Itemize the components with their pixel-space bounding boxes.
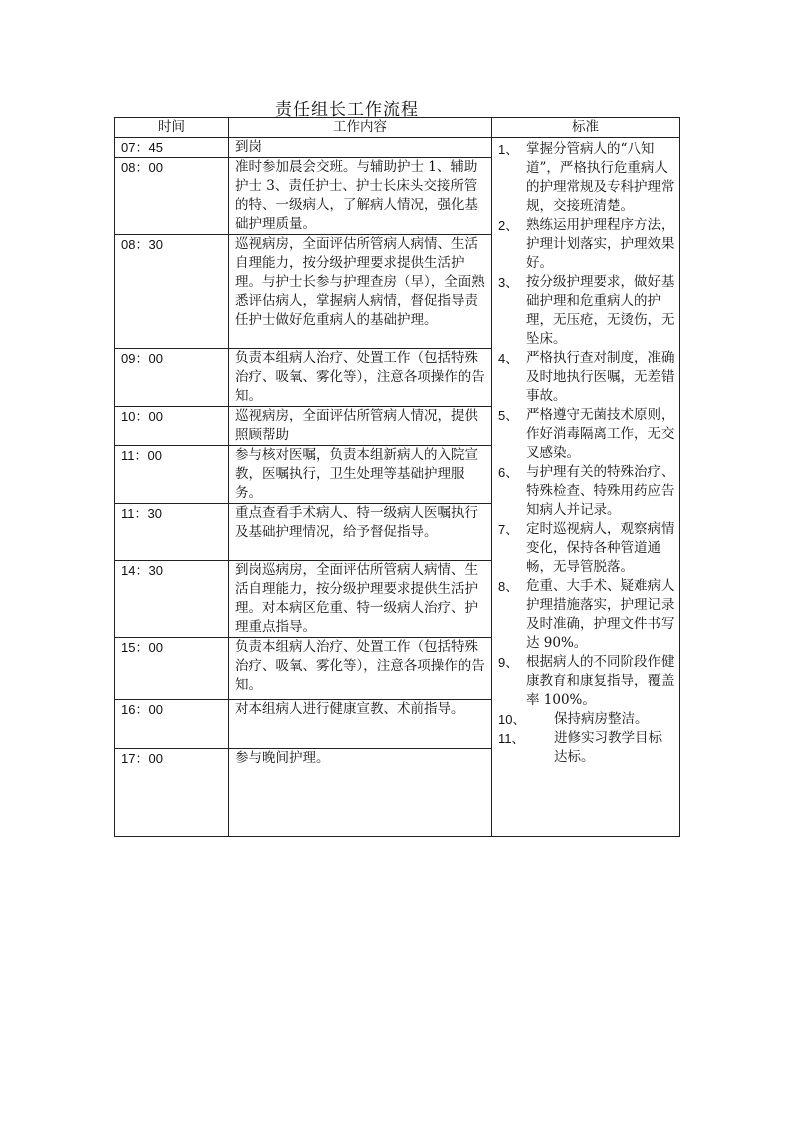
time-cell: 07：45 <box>115 138 229 158</box>
workflow-table <box>114 117 680 837</box>
header-row <box>115 118 680 138</box>
work-cell: 重点查看手术病人、特一级病人医嘱执行及基础护理情况，给予督促指导。 <box>229 504 492 561</box>
standard-number: 10、 <box>498 712 526 727</box>
time-cell: 09：00 <box>115 349 229 407</box>
standard-number: 4、 <box>498 351 519 366</box>
standard-item <box>498 710 675 729</box>
standard-text: 根据病人的不同阶段作健康教育和康复指导，覆盖率 100%。 <box>526 654 675 708</box>
header-work: 工作内容 <box>229 118 492 138</box>
standard-text: 掌握分管病人的“八知道”，严格执行危重病人的护理常规及专科护理常规，交接班清楚。 <box>526 141 675 214</box>
work-cell: 负责本组病人治疗、处置工作（包括特殊治疗、吸氧、雾化等），注意各项操作的告知。 <box>229 349 492 407</box>
work-cell: 负责本组病人治疗、处置工作（包括特殊治疗、吸氧、雾化等），注意各项操作的告知。 <box>229 638 492 700</box>
work-cell: 到岗 <box>229 138 492 158</box>
standard-cell <box>492 138 680 837</box>
standard-number: 1、 <box>498 142 519 157</box>
standard-number: 3、 <box>498 275 519 290</box>
standard-item <box>498 729 675 767</box>
standard-item <box>498 520 675 577</box>
time-cell: 16：00 <box>115 700 229 749</box>
standard-number: 8、 <box>498 579 519 594</box>
time-cell: 14：30 <box>115 561 229 638</box>
standard-number: 2、 <box>498 218 519 233</box>
time-cell: 11：00 <box>115 446 229 504</box>
standard-number: 6、 <box>498 465 519 480</box>
time-cell: 15：00 <box>115 638 229 700</box>
standard-text: 危重、大手术、疑难病人护理措施落实，护理记录及时准确，护理文件书写达 90%。 <box>526 578 675 651</box>
standard-item <box>498 349 675 406</box>
standard-item <box>498 273 675 349</box>
standard-text: 熟练运用护理程序方法，护理计划落实，护理效果好。 <box>526 217 675 271</box>
standard-item <box>498 140 675 216</box>
time-cell: 08：30 <box>115 235 229 349</box>
standard-item <box>498 216 675 273</box>
work-cell: 参与核对医嘱，负责本组新病人的入院宣教，医嘱执行，卫生处理等基础护理服务。 <box>229 446 492 504</box>
work-cell: 准时参加晨会交班。与辅助护士 1、辅助护士 3、责任护士、护士长床头交接所管的特、一级病人，了解病人情况，强化基础护理质量。 <box>229 158 492 235</box>
standard-text: 定时巡视病人，观察病情变化，保持各种管道通畅，无导管脱落。 <box>526 521 675 575</box>
standard-text: 按分级护理要求，做好基础护理和危重病人的护理，无压疮，无烫伤，无坠床。 <box>526 274 675 347</box>
work-cell: 到岗巡病房，全面评估所管病人病情、生活自理能力，按分级护理要求提供生活护理。对本病区危重、特一级病人治疗、护理重点指导。 <box>229 561 492 638</box>
work-cell: 参与晚间护理。 <box>229 749 492 837</box>
work-cell: 巡视病房，全面评估所管病人情况，提供照顾帮助 <box>229 407 492 446</box>
standard-text: 保持病房整洁。 <box>554 711 649 727</box>
standard-text: 进修实习教学目标达标。 <box>554 730 662 765</box>
standard-item <box>498 463 675 520</box>
standard-text: 严格执行查对制度，准确及时地执行医嘱，无差错事故。 <box>526 350 675 404</box>
title-text: 责任组长工作流程 <box>275 100 419 120</box>
work-cell: 巡视病房，全面评估所管病人病情、生活自理能力，按分级护理要求提供生活护理。与护士长参与护理查房（早），全面熟悉评估病人，掌握病人病情，督促指导责任护士做好危重病人的基础护理。 <box>229 235 492 349</box>
standard-item <box>498 406 675 463</box>
header-time: 时间 <box>115 118 229 138</box>
standard-item <box>498 653 675 710</box>
table-row <box>115 138 680 158</box>
standard-number: 7、 <box>498 522 519 537</box>
work-cell: 对本组病人进行健康宣教、术前指导。 <box>229 700 492 749</box>
time-cell: 08：00 <box>115 158 229 235</box>
standard-number: 5、 <box>498 408 519 423</box>
header-standard: 标准 <box>492 118 680 138</box>
standard-number: 9、 <box>498 655 519 670</box>
time-cell: 11：30 <box>115 504 229 561</box>
time-cell: 17：00 <box>115 749 229 837</box>
standard-text: 与护理有关的特殊治疗、特殊检查、特殊用药应告知病人并记录。 <box>526 464 675 518</box>
time-cell: 10：00 <box>115 407 229 446</box>
standard-number: 11、 <box>498 731 525 746</box>
standard-text: 严格遵守无菌技术原则，作好消毒隔离工作，无交叉感染。 <box>526 407 675 461</box>
standard-item <box>498 577 675 653</box>
